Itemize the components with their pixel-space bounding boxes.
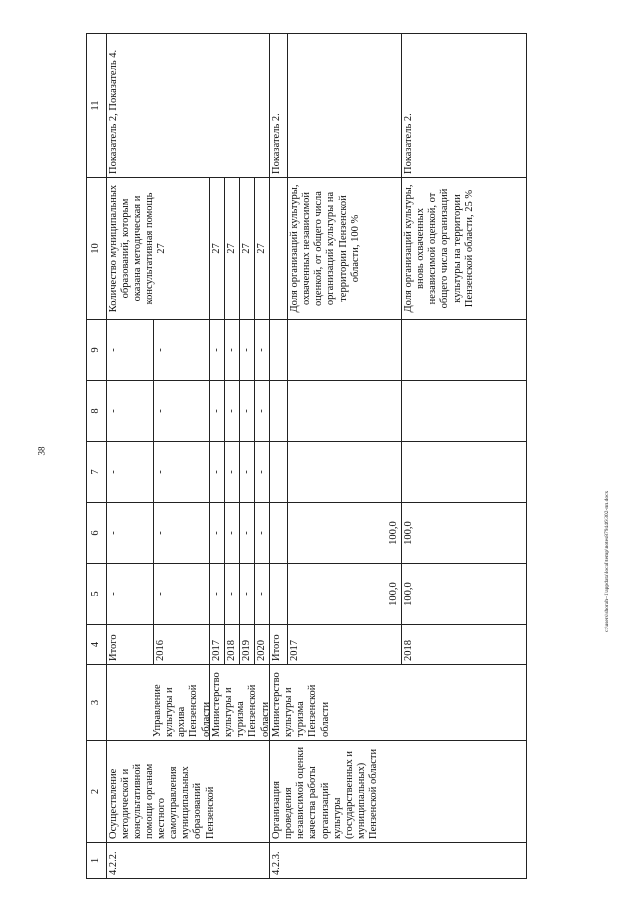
value-cell: - xyxy=(210,381,225,442)
value-cell xyxy=(270,503,288,564)
col-number-6: 6 xyxy=(87,503,107,564)
value-cell: - xyxy=(107,320,154,381)
value-cell: - xyxy=(255,381,270,442)
col-number-10: 10 xyxy=(87,178,107,320)
indicator-value: 27 xyxy=(240,178,255,320)
year-cell: 2019 xyxy=(240,625,255,665)
executor-cell xyxy=(107,665,270,741)
col-number-3: 3 xyxy=(87,665,107,741)
year-cell: 2017 xyxy=(210,625,225,665)
value-2017-col6: 100,0 xyxy=(388,521,400,545)
value-cell: - xyxy=(154,564,210,625)
value-cell: - xyxy=(210,503,225,564)
col-number-7: 7 xyxy=(87,442,107,503)
value-cell: - xyxy=(240,442,255,503)
indicator-cell: Доля организаций культуры, охваченных независимой оценкой, от общего числа организаций культуры на территории Пензенской области, 100 % xyxy=(288,178,402,320)
value-cell xyxy=(288,503,402,564)
year-label: Итого xyxy=(107,625,154,665)
value-cell: - xyxy=(225,442,240,503)
value-cell xyxy=(288,320,402,381)
value-2017-col5: 100,0 xyxy=(388,582,400,606)
year-cell: 2020 xyxy=(255,625,270,665)
value-cell: - xyxy=(225,564,240,625)
year-cell: 2017 xyxy=(288,625,402,665)
value-cell: - xyxy=(210,564,225,625)
indicator-cell xyxy=(107,178,210,320)
value-cell: 100,0 xyxy=(402,503,527,564)
col-number-8: 8 xyxy=(87,381,107,442)
link-cell: Показатель 2. xyxy=(402,34,527,178)
value-cell: - xyxy=(154,503,210,564)
value-cell: - xyxy=(225,503,240,564)
value-cell: - xyxy=(255,503,270,564)
indicator-name: Количество муниципальных образований, которым оказана методическая и консультативная помощь xyxy=(108,184,156,313)
value-cell: - xyxy=(255,320,270,381)
value-cell xyxy=(288,442,402,503)
year-cell: 2018 xyxy=(402,625,527,665)
executor: Министерство культуры и туризма Пензенской области xyxy=(270,665,527,741)
value-cell xyxy=(402,320,527,381)
value-cell: - xyxy=(225,320,240,381)
rotated-table-frame xyxy=(86,34,616,879)
value-cell: - xyxy=(107,442,154,503)
footer-file-path: c:\users\shorah~1\appdata\local\temp\notes879446\302-пп.docx xyxy=(604,490,610,632)
value-cell: - xyxy=(210,442,225,503)
value-cell: - xyxy=(154,442,210,503)
value-cell: - xyxy=(225,381,240,442)
event-name: Осуществление методической и консультативной помощи органам местного самоуправления муниципальных образований Пензенской xyxy=(107,741,270,843)
value-cell: - xyxy=(240,381,255,442)
value-cell xyxy=(288,381,402,442)
executor-b: Министерство культуры и туризма Пензенской области xyxy=(211,672,271,737)
value-cell: - xyxy=(255,564,270,625)
value-cell: - xyxy=(210,320,225,381)
column-number-row xyxy=(87,34,107,879)
value-cell: 100,0 xyxy=(402,564,527,625)
col-number-1: 1 xyxy=(87,843,107,879)
value-cell: - xyxy=(240,320,255,381)
value-cell: - xyxy=(107,564,154,625)
link-cell xyxy=(288,34,402,178)
col-number-5: 5 xyxy=(87,564,107,625)
value-cell xyxy=(402,381,527,442)
value-cell xyxy=(288,564,402,625)
value-cell: - xyxy=(154,381,210,442)
indicator-value: 27 xyxy=(255,178,270,320)
value-cell xyxy=(270,320,288,381)
value-cell xyxy=(270,442,288,503)
value-cell: - xyxy=(154,320,210,381)
row-number: 4.2.3. xyxy=(270,843,527,879)
col-number-2: 2 xyxy=(87,741,107,843)
year-cell: 2018 xyxy=(225,625,240,665)
value-cell xyxy=(270,564,288,625)
year-cell: 2016 xyxy=(154,625,210,665)
value-cell: - xyxy=(240,564,255,625)
year-label: Итого xyxy=(270,625,288,665)
event-name: Организация проведения независимой оценки качества работы организаций культуры (государственных и муниципальных) Пензенской области xyxy=(270,741,527,843)
value-cell xyxy=(402,442,527,503)
value-cell: - xyxy=(107,503,154,564)
col-number-4: 4 xyxy=(87,625,107,665)
link-cell: Показатель 2. xyxy=(270,34,288,178)
table-row xyxy=(270,34,288,879)
link-cell: Показатель 2, Показатель 4. xyxy=(107,34,270,178)
col-number-9: 9 xyxy=(87,320,107,381)
rotated-table-area xyxy=(86,34,616,879)
col-number-11: 11 xyxy=(87,34,107,178)
value-cell xyxy=(270,381,288,442)
indicator-cell: Доля организаций культуры, вновь охваченных независимой оценкой, от общего числа организаций культуры на территории Пензенской области, 25 % xyxy=(402,178,527,320)
indicator-value: 27 xyxy=(156,243,168,254)
row-number: 4.2.2. xyxy=(107,843,270,879)
value-cell: - xyxy=(255,442,270,503)
table-row xyxy=(107,34,154,879)
program-table xyxy=(86,33,527,879)
indicator-value: 27 xyxy=(225,178,240,320)
executor-a: Управление культуры и архива Пензенской области xyxy=(151,665,210,740)
indicator-cell xyxy=(270,178,288,320)
value-cell: - xyxy=(240,503,255,564)
indicator-value: 27 xyxy=(210,178,225,320)
page-number: 38 xyxy=(36,446,47,456)
value-cell: - xyxy=(107,381,154,442)
